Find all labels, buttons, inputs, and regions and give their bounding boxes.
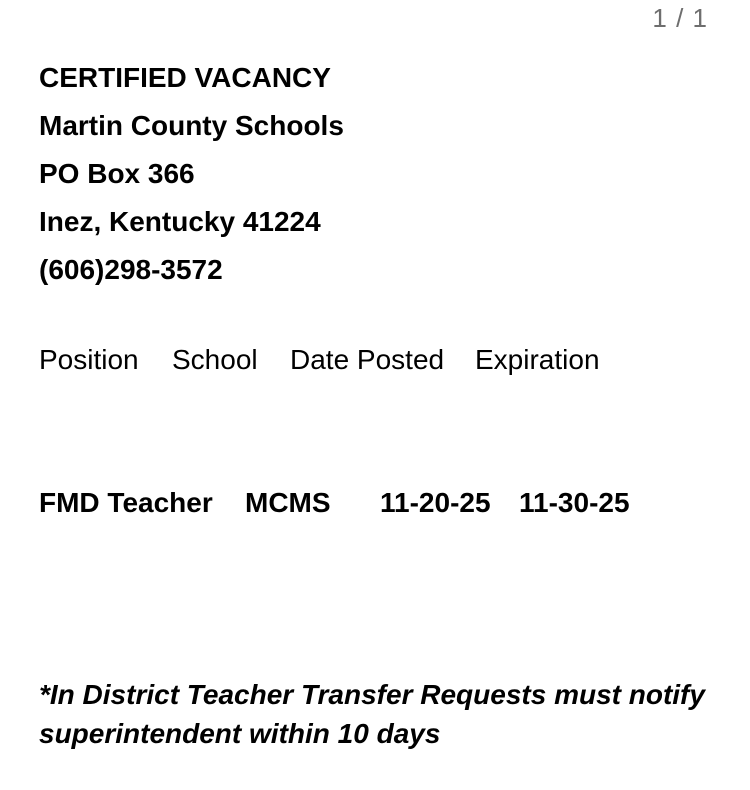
vacancy-position: FMD Teacher <box>39 487 213 518</box>
column-headers <box>39 340 600 380</box>
transfer-request-footnote: *In District Teacher Transfer Requests must notify superintendent within 10 days <box>39 679 705 749</box>
page-indicator: 1 / 1 <box>652 3 708 33</box>
address-line: PO Box 366 <box>39 158 195 189</box>
vacancy-expiration: 11-30-25 <box>519 487 630 518</box>
vacancy-date-posted: 11-20-25 <box>380 487 491 518</box>
organization-name: Martin County Schools <box>39 110 344 141</box>
vacancy-school: MCMS <box>245 487 331 518</box>
vacancy-row <box>39 483 630 523</box>
column-header-school: School <box>172 344 258 375</box>
city-state-zip: Inez, Kentucky 41224 <box>39 206 321 237</box>
vacancy-header <box>39 54 344 294</box>
phone-number: (606)298-3572 <box>39 254 223 285</box>
column-header-date-posted: Date Posted <box>290 344 445 375</box>
document-title: CERTIFIED VACANCY <box>39 62 331 93</box>
column-header-position: Position <box>39 344 139 375</box>
column-header-expiration: Expiration <box>475 344 600 375</box>
